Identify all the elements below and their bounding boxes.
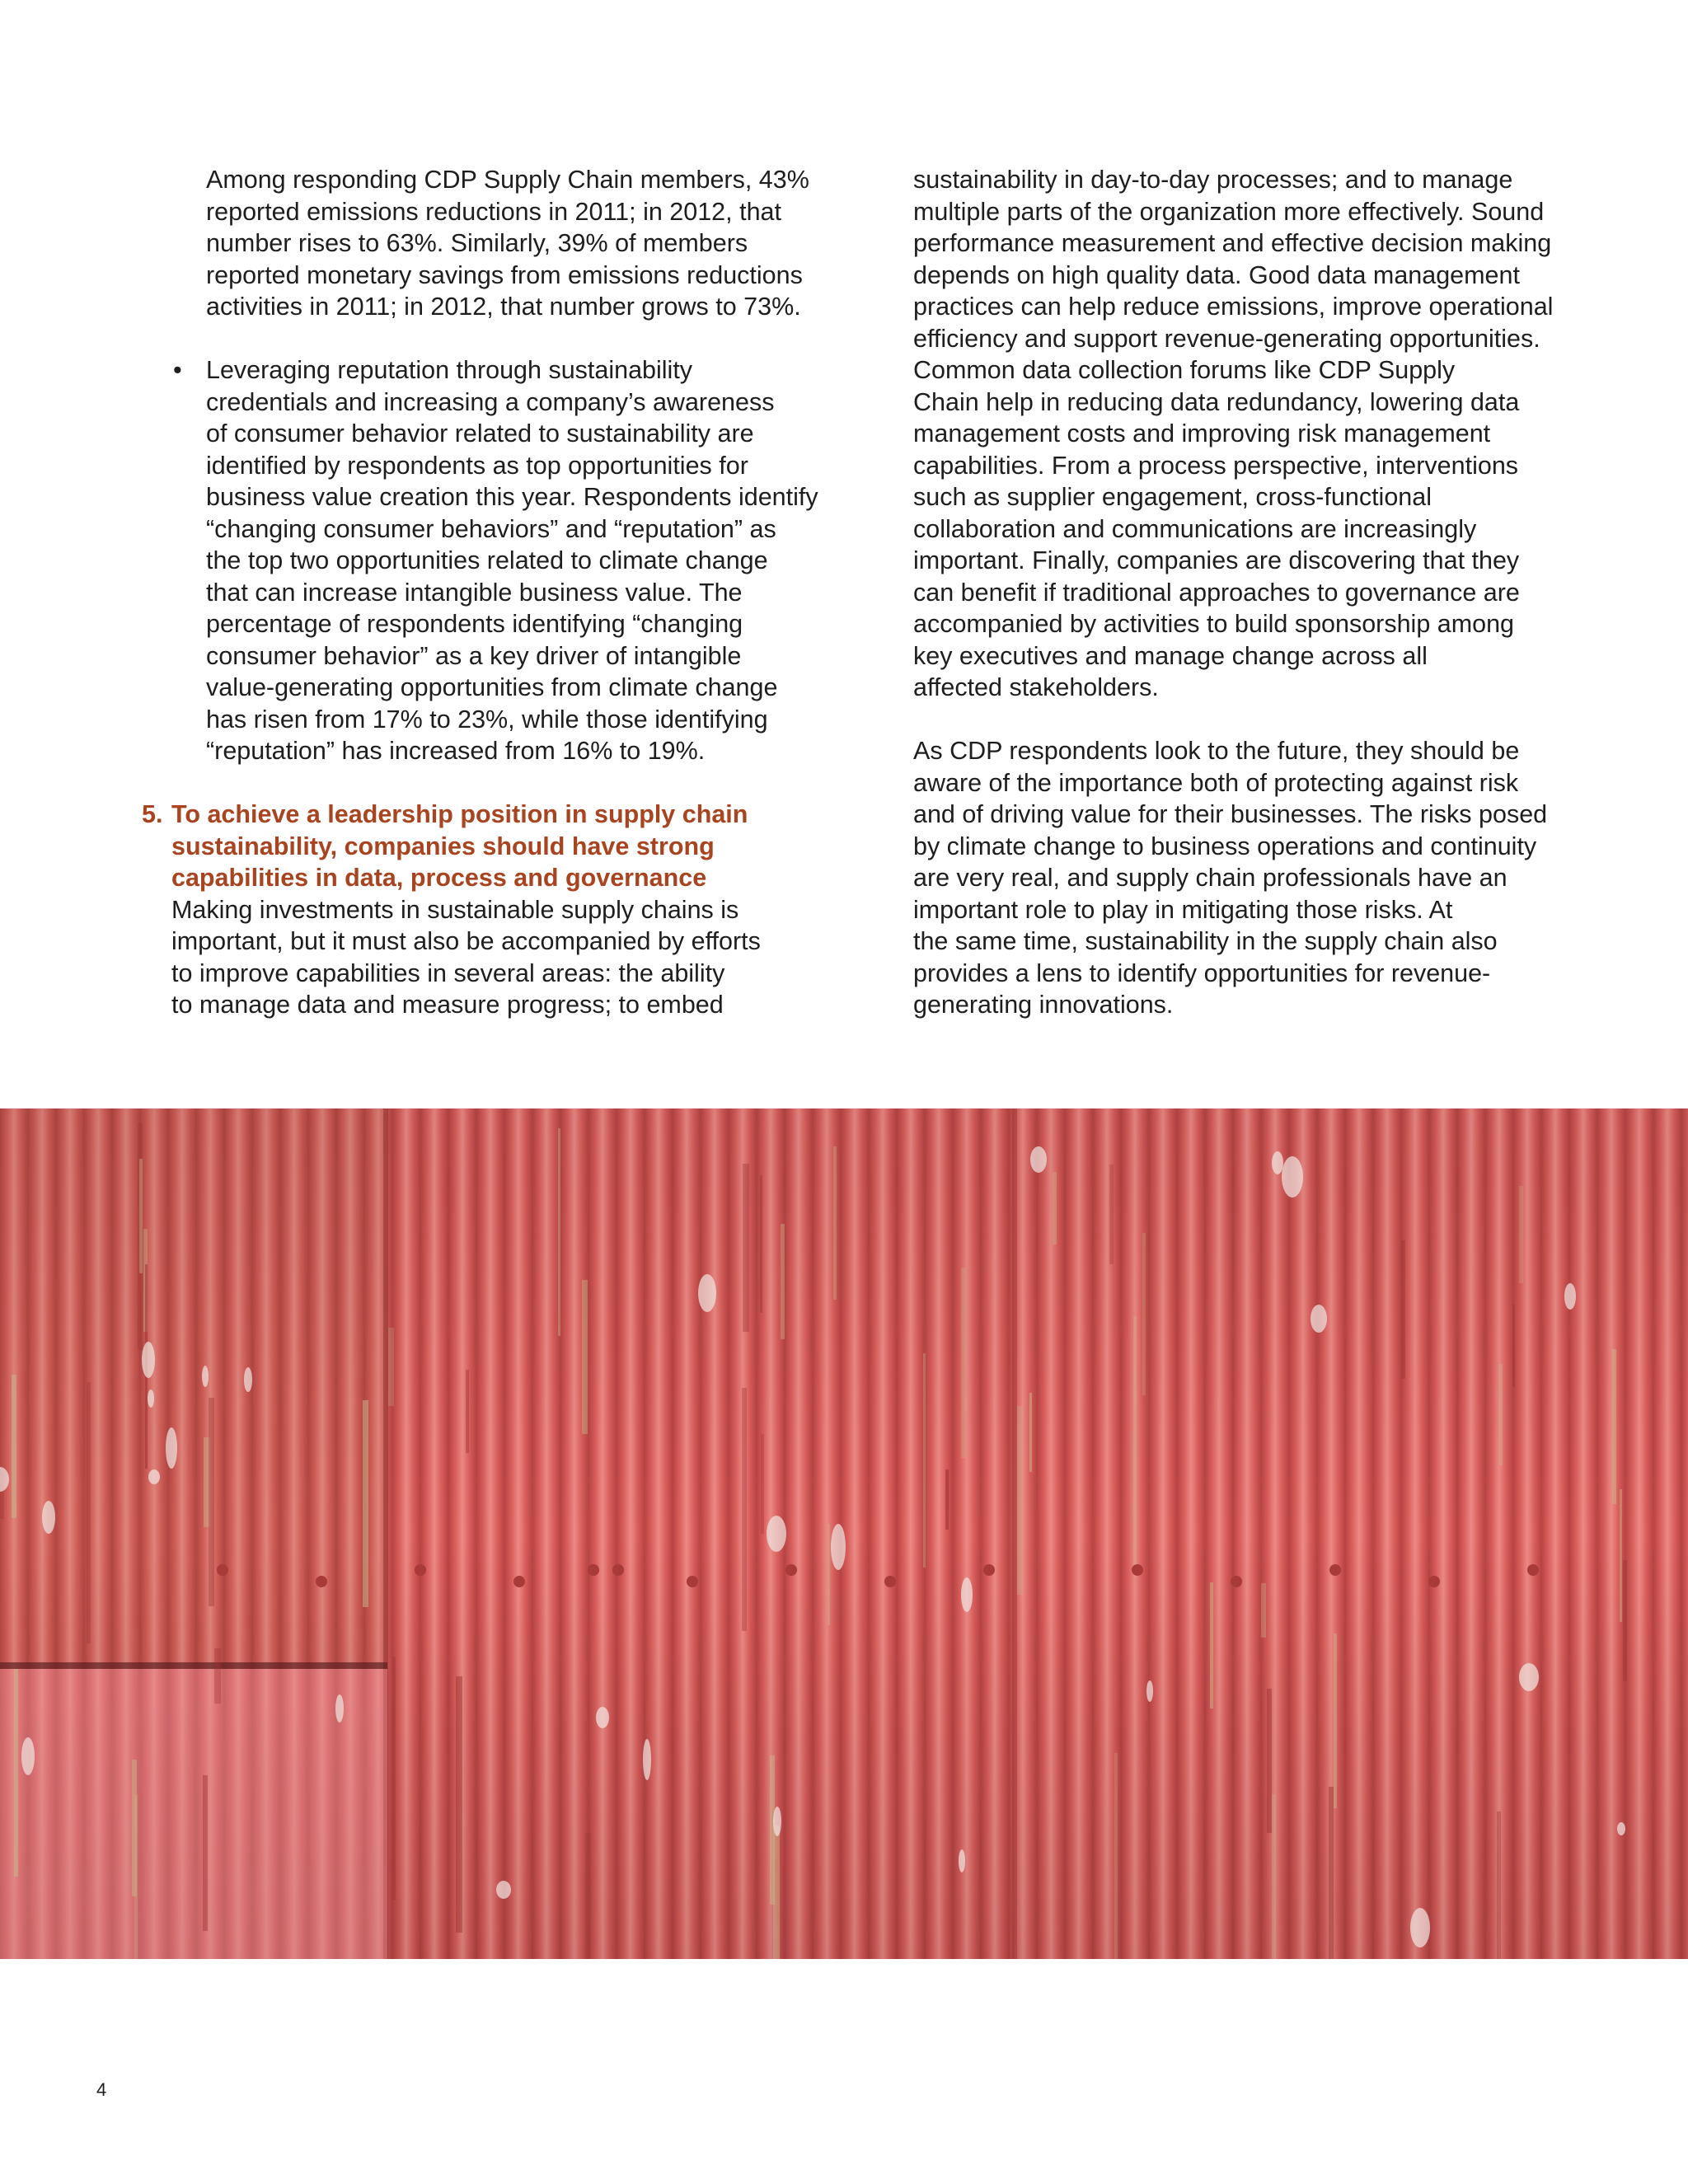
numbered-section [142, 799, 867, 1021]
bullet-item [142, 354, 867, 767]
right-paragraph-2: As CDP respondents look to the future, they should be aware of the importance both of protecting against risk and of driving value for their businesses. The risks posed by climate change to business operations and continuity are very real, and supply chain professionals have an important role to play in mitigating those risks. At the same time, sustainability in the supply chain also provides a lens to identify opportunities for revenue- generating innovations. [913, 737, 1548, 1019]
right-column [913, 164, 1606, 1021]
corrugated-metal-photo [0, 1108, 1688, 1959]
page-number: 4 [96, 2079, 107, 2100]
left-column [142, 164, 867, 1021]
intro-paragraph: Among responding CDP Supply Chain members, 43% reported emissions reductions in 2011; in 2012, that number rises to 63%. Similarly, 39% of members reported monetary savings from emissions reductions activities in 2011; in 2012, that number grows to 73%. [206, 166, 809, 321]
right-paragraph-1: sustainability in day-to-day processes; and to manage multiple parts of the organization more effectively. Sound performance measurement and effective decision making depends on high quality data. Good data management practices can help reduce emissions, improve operational efficiency and support revenue-generating opportunities. Common data collection forums like CDP Supply Chain help in reducing data redundancy, lowering data management costs and improving risk management capabilities. From a process perspective, interventions such as supplier engagement, cross-functional collaboration and communications are increasingly important. Finally, companies are discovering that they can benefit if traditional approaches to governance are accompanied by activities to build sponsorship among key executives and manage change across all affected stakeholders. [913, 166, 1554, 701]
section-paragraph: Making investments in sustainable supply chains is important, but it must also be accompanied by efforts to improve capabilities in several areas: the ability to manage data and measure progress; to embed [171, 895, 761, 1019]
corrugated-metal-image [0, 1108, 1688, 1959]
bullet-paragraph: Leveraging reputation through sustainability credentials and increasing a company’s awareness of consumer behavior related to sustainability are identified by respondents as top opportunities for business value creation this year. Respondents identify “changing consumer behaviors” and “reputation” as the top two opportunities related to climate change that can increase intangible business value. The percentage of respondents identifying “changing consumer behavior” as a key driver of intangible value-generating opportunities from climate change has risen from 17% to 23%, while those identifying “reputation” has increased from 16% to 19%. [206, 356, 818, 765]
section-heading: To achieve a leadership position in supply chain sustainability, companies should have strong capabilities in data, process and governance [171, 800, 748, 892]
bullet-icon: • [173, 356, 182, 384]
section-number: 5. [142, 800, 163, 828]
